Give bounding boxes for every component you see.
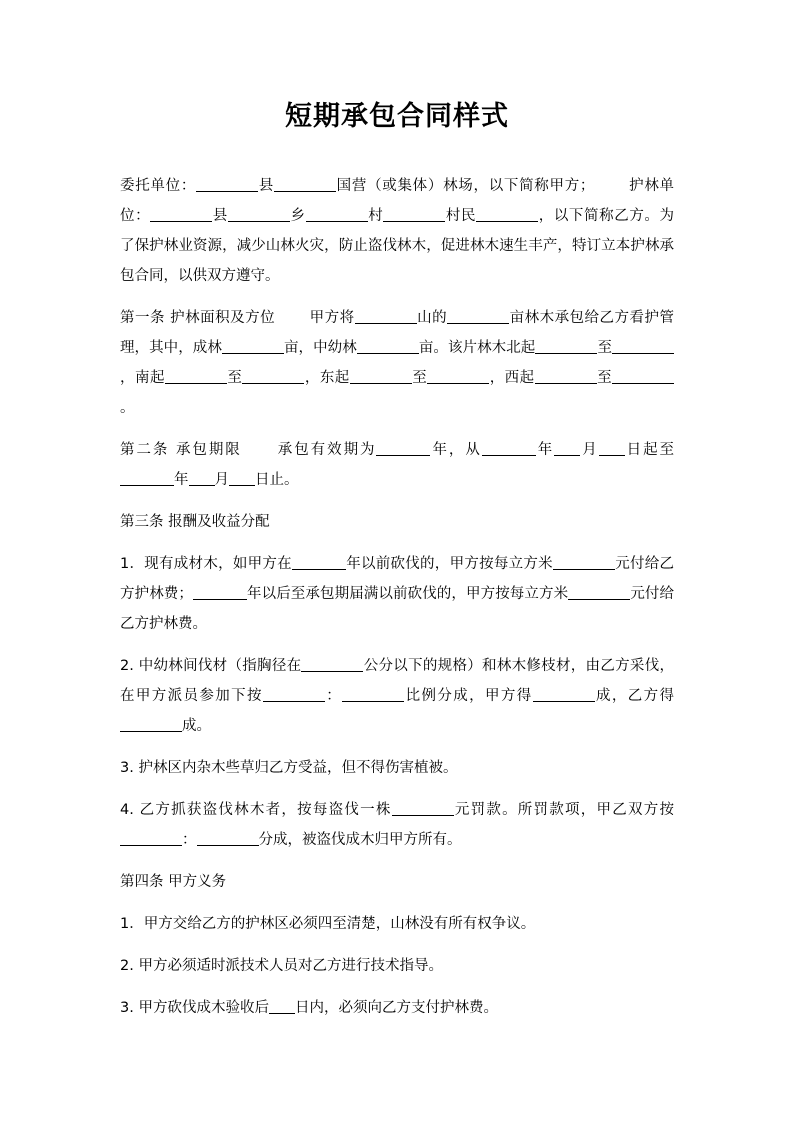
clause-text: 成，乙方得 [594, 688, 675, 704]
fill-blank[interactable] [120, 471, 174, 486]
fill-blank[interactable] [357, 339, 419, 354]
article-text: 日起至 [624, 442, 675, 458]
fill-blank[interactable] [269, 999, 295, 1014]
fill-blank[interactable] [193, 585, 247, 600]
intro-text: 县 [212, 208, 228, 224]
article-text: 至 [597, 340, 612, 356]
clause-text: ： [182, 832, 197, 848]
article-text: ，东起 [304, 370, 350, 386]
fill-blank[interactable] [533, 687, 595, 702]
article-text: 月 [580, 442, 599, 458]
clause-text: 1．现有成材木，如甲方在 [120, 556, 292, 572]
fill-blank[interactable] [229, 471, 255, 486]
intro-text: 村 [367, 208, 384, 224]
fill-blank[interactable] [599, 441, 625, 456]
article-4-clause-3 [120, 993, 674, 1023]
fill-blank[interactable] [301, 657, 363, 672]
fill-blank[interactable] [612, 339, 674, 354]
article-text: 至 [226, 370, 243, 386]
clause-text: 2. 中幼林间伐材（指胸径在 [120, 658, 302, 674]
article-heading: 第一条 护林面积及方位 [120, 310, 276, 326]
intro-text: 国营（或集体）林场，以下简称甲方； [335, 178, 595, 194]
intro-text: 护林单位： [120, 178, 675, 224]
fill-blank[interactable] [189, 471, 215, 486]
intro-text: ，以下简称乙方。为了保护林业资源，减少山林火灾，防止盗伐林木，促进林木速生丰产，特订立本护林承包合同，以供双方遵守。 [120, 208, 675, 284]
article-4-heading: 第四条 甲方义务 [120, 874, 227, 890]
article-4-clause-1: 1．甲方交给乙方的护林区必须四至清楚，山林没有所有权争议。 [120, 916, 536, 932]
article-text: 日止。 [255, 472, 299, 488]
article-text: 亩林木承包给乙方看护管理，其中，成林 [120, 310, 675, 356]
article-text: 年 [535, 442, 555, 458]
intro-paragraph [120, 171, 674, 291]
article-text: 至 [596, 370, 613, 386]
clause-text: 元付给乙方护林费； [120, 556, 675, 602]
fill-blank[interactable] [383, 207, 445, 222]
fill-blank[interactable] [165, 369, 227, 384]
fill-blank[interactable] [392, 801, 454, 816]
fill-blank[interactable] [274, 177, 336, 192]
fill-blank[interactable] [554, 441, 580, 456]
fill-blank[interactable] [120, 831, 182, 846]
intro-text: 委托单位： [120, 178, 197, 194]
article-text: ，西起 [489, 370, 535, 386]
fill-blank[interactable] [263, 687, 325, 702]
article-text: 至 [411, 370, 428, 386]
fill-blank[interactable] [447, 309, 509, 324]
clause-text: 年以前砍伐的，甲方按每立方米 [345, 556, 553, 572]
clause-text: 比例分成，甲方得 [404, 688, 533, 704]
clause-text: 分成，被盗伐成木归甲方所有。 [258, 832, 462, 848]
article-text: 亩。该片林木北起 [418, 340, 536, 356]
clause-text: 年以后至承包期届满以前砍伐的，甲方按每立方米 [246, 586, 569, 602]
article-3-clause-3: 3. 护林区内杂木些草归乙方受益，但不得伤害植被。 [120, 760, 458, 776]
fill-blank[interactable] [553, 555, 615, 570]
fill-blank[interactable] [228, 207, 290, 222]
fill-blank[interactable] [342, 687, 404, 702]
article-text: ，南起 [120, 370, 165, 386]
article-text: 承包有效期为 [275, 442, 377, 458]
fill-blank[interactable] [222, 339, 284, 354]
intro-text: 乡 [289, 208, 306, 224]
clause-text: 4. 乙方抓获盗伐林木者，按每盗伐一株 [120, 802, 392, 818]
article-text: 山的 [416, 310, 448, 326]
clause-text: 元付给乙方护林费。 [120, 586, 675, 632]
clause-text: 公分以下的规格）和林木修枝材，由乙方采伐，在甲方派员参加下按 [120, 658, 674, 704]
fill-blank[interactable] [150, 207, 212, 222]
article-2-paragraph [120, 435, 674, 495]
fill-blank[interactable] [568, 585, 630, 600]
fill-blank[interactable] [535, 339, 597, 354]
intro-text: 县 [258, 178, 274, 194]
fill-blank[interactable] [355, 309, 417, 324]
fill-blank[interactable] [376, 441, 430, 456]
fill-blank[interactable] [476, 207, 538, 222]
intro-text: 村民 [445, 208, 477, 224]
article-text: 。 [120, 400, 135, 416]
article-text: 年，从 [430, 442, 482, 458]
fill-blank[interactable] [612, 369, 674, 384]
article-text: 年 [174, 472, 189, 488]
article-text: 月 [214, 472, 229, 488]
fill-blank[interactable] [196, 177, 258, 192]
fill-blank[interactable] [350, 369, 412, 384]
article-text: 甲方将 [309, 310, 355, 326]
article-1-paragraph [120, 303, 674, 423]
fill-blank[interactable] [292, 555, 346, 570]
clause-text: 日内，必须向乙方支付护林费。 [294, 1000, 498, 1016]
fill-blank[interactable] [482, 441, 536, 456]
clause-text: 成。 [182, 718, 211, 734]
fill-blank[interactable] [306, 207, 368, 222]
article-3-clause-2 [120, 651, 674, 741]
fill-blank[interactable] [427, 369, 489, 384]
fill-blank[interactable] [197, 831, 259, 846]
fill-blank[interactable] [535, 369, 597, 384]
clause-text: 元罚款。所罚款项，甲乙双方按 [453, 802, 675, 818]
article-4-clause-2: 2. 甲方必须适时派技术人员对乙方进行技术指导。 [120, 958, 443, 974]
article-3-heading: 第三条 报酬及收益分配 [120, 514, 270, 530]
article-3-clause-1 [120, 549, 674, 639]
fill-blank[interactable] [120, 717, 182, 732]
article-text: 亩，中幼林 [283, 340, 357, 356]
fill-blank[interactable] [242, 369, 304, 384]
document-title: 短期承包合同样式 [285, 101, 509, 132]
clause-text: ： [324, 688, 343, 704]
article-3-clause-4 [120, 795, 674, 855]
clause-text: 3. 甲方砍伐成木验收后 [120, 1000, 269, 1016]
article-heading: 第二条 承包期限 [120, 442, 242, 458]
